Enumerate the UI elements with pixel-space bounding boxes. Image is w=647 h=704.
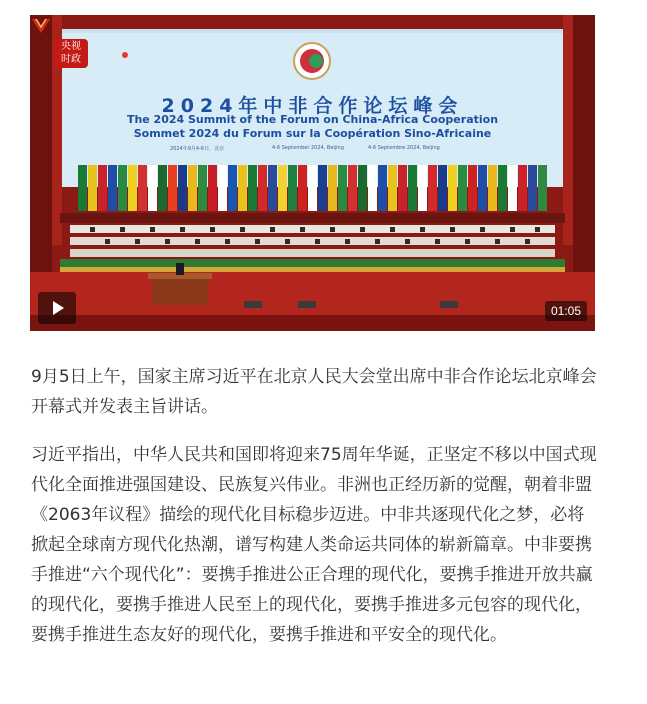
play-icon: [53, 301, 64, 315]
banner-date-en: 4-6 September 2024, Beijing: [272, 145, 344, 151]
cctv-logo: [54, 39, 88, 68]
article-paragraph: 9月5日上午，国家主席习近平在北京人民大会堂出席中非合作论坛北京峰会开幕式并发表主旨讲话。: [31, 367, 597, 417]
brand-mark-icon: [30, 15, 52, 37]
video-frame: [30, 15, 595, 331]
banner-title-en: The 2024 Summit of the Forum on China-Africa Cooperation: [126, 113, 499, 126]
article-paragraph: 习近平指出，中华人民共和国即将迎来75周年华诞，正坚定不移以中国式现代化全面推进强国建设、民族复兴伟业。非洲也正经历新的觉醒，朝着非盟《2063年议程》描绘的现代化目标稳步迈进。中非共逐现代化之梦，必将掀起全球南方现代化热潮，谱写构建人类命运共同体的崭新篇章。中非要携手推进“六个现代化”：要携手推进公正合理的现代化，要携手推进开放共赢的现代化，要携手推进人民至上的现代化，要携手推进多元包容的现代化，要携手推进生态友好的现代化，要携手推进和平安全的现代化。: [31, 445, 597, 645]
logo-text: 央视 时政: [61, 41, 81, 65]
live-dot-icon: [122, 52, 128, 58]
banner-date-fr: 4-6 Septembre 2024, Beijing: [368, 145, 440, 151]
banner-date-zh: 2024年9月4-6日，北京: [170, 146, 225, 152]
video-player[interactable]: [30, 15, 595, 331]
banner-title-zh: 2024年中非合作论坛峰会: [161, 95, 464, 117]
banner-title-fr: Sommet 2024 du Forum sur la Coopération Sino-Africaine: [133, 127, 492, 140]
play-button[interactable]: [38, 292, 76, 324]
video-duration: 01:05: [545, 301, 587, 321]
